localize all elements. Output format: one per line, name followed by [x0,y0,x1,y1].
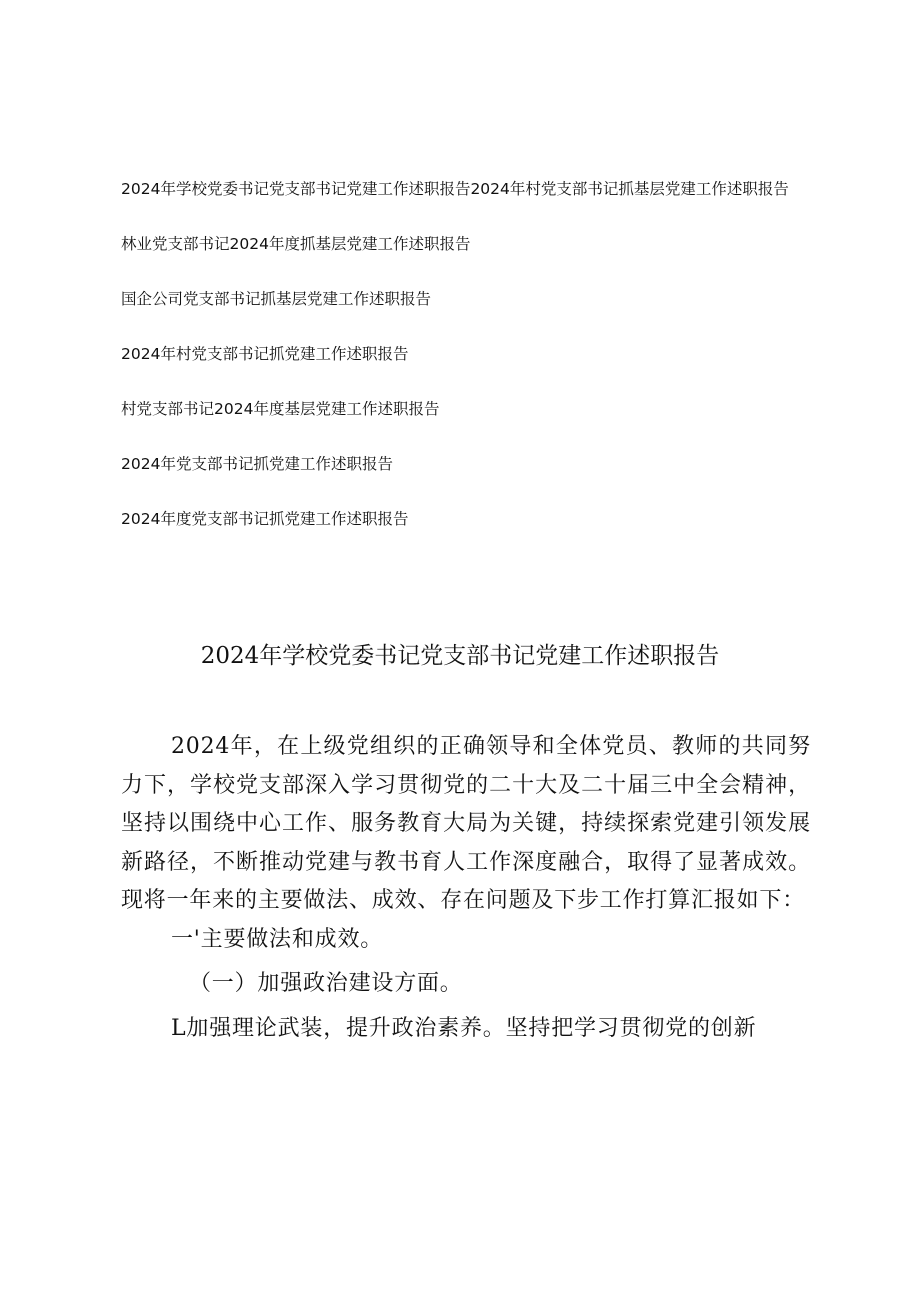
subsection-heading: （一）加强政治建设方面。 [189,971,463,996]
document-body [121,728,811,1048]
toc-item[interactable]: 国企公司党支部书记抓基层党建工作述职报告 [121,290,432,308]
item-paragraph: L加强理论武装，提升政治素养。坚持把学习贯彻党的创新 [171,1015,757,1041]
section-heading: 一'主要做法和成效。 [171,926,384,952]
table-of-contents [121,176,821,533]
toc-item[interactable]: 2024年党支部书记抓党建工作述职报告 [121,455,393,473]
toc-item[interactable]: 村党支部书记2024年度基层党建工作述职报告 [121,400,440,418]
toc-item[interactable]: 2024年学校党委书记党支部书记党建工作述职报告2024年村党支部书记抓基层党建工作述职报告 [121,180,789,198]
toc-item[interactable]: 林业党支部书记2024年度抓基层党建工作述职报告 [121,235,471,253]
toc-item[interactable]: 2024年度党支部书记抓党建工作述职报告 [121,510,409,528]
toc-item[interactable]: 2024年村党支部书记抓党建工作述职报告 [121,345,409,363]
intro-paragraph: 2024年，在上级党组织的正确领导和全体党员、教师的共同努力下，学校党支部深入学习贯彻党的二十大及二十届三中全会精神，坚持以围绕中心工作、服务教育大局为关键，持续探索党建引领发展新路径，不断推动党建与教书育人工作深度融合，取得了显著成效。现将一年来的主要做法、成效、存在问题及下步工作打算汇报如下： [121,734,811,913]
document-title: 2024年学校党委书记党支部书记党建工作述职报告 [200,643,720,669]
